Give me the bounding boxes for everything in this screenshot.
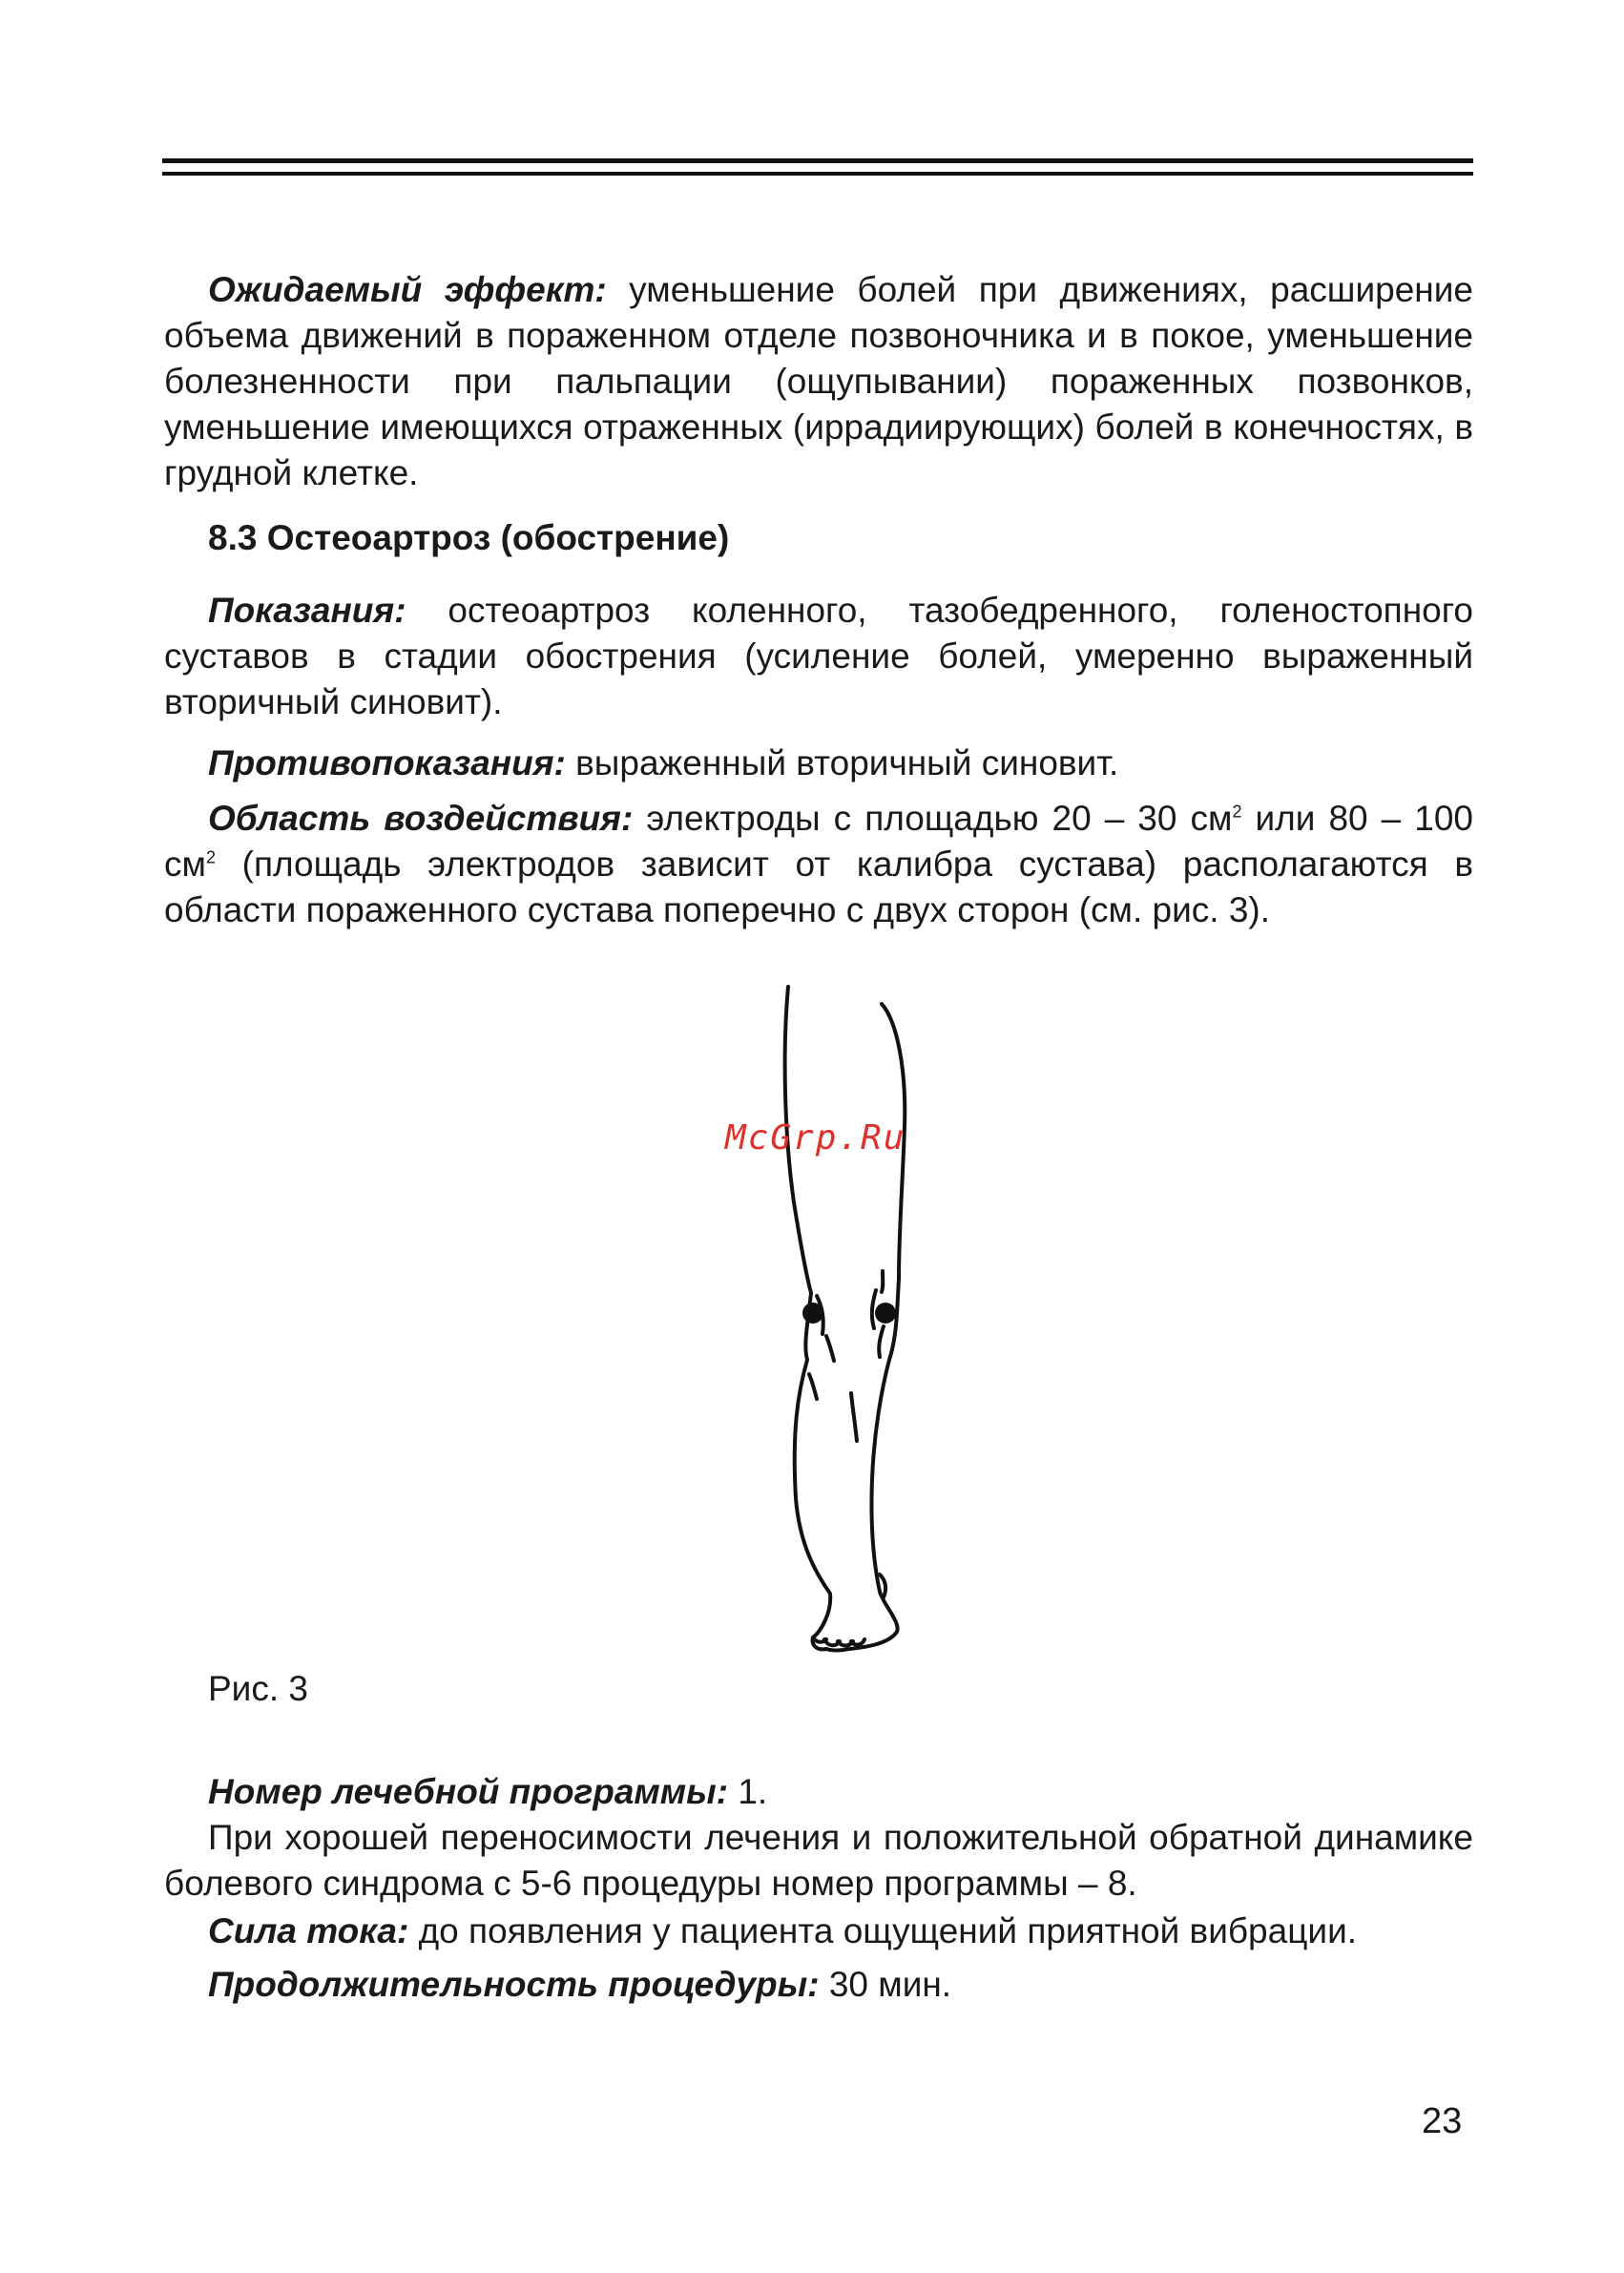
electrode-left [802,1303,823,1324]
contraindications-paragraph [208,740,1118,786]
effect-label: Ожидаемый эффект: [208,270,607,309]
duration-label: Продолжительность процедуры: [208,1965,820,2004]
current-label: Сила тока: [208,1911,409,1950]
indications-paragraph [164,588,1473,725]
current-paragraph [208,1908,1357,1954]
figure-caption: Рис. 3 [208,1669,308,1708]
contraindications-label: Противопоказания: [208,743,566,782]
program-paragraph [208,1769,767,1815]
program-note: При хорошей переносимости лечения и положительной обратной динамике болевого синдрома с 5-6 процедуры номер программы – 8. [164,1818,1473,1903]
effect-paragraph [164,267,1473,496]
section-heading: 8.3 Остеоартроз (обострение) [208,518,730,557]
indications-text: остеоартроз коленного, тазобедренного, голеностопного суставов в стадии обострения (усиление болей, умеренно выраженный вторичный синовит). [164,591,1473,721]
header-rule-thick [162,158,1473,163]
area-sup-1: 2 [1232,802,1242,822]
contraindications-text: выраженный вторичный синовит. [565,743,1119,782]
leg-figure [763,964,935,1656]
area-sup-2: 2 [205,847,216,867]
effect-text: уменьшение болей при движениях, расширение объема движений в пораженном отделе позвоночника и в покое, уменьшение болезненности при пальпации (ощупывании) пораженных позвонков, уменьшение имеющихся отраженных (иррадиирующих) болей в конечностях, в грудной клетке. [164,270,1473,492]
area-label: Область воздействия: [208,799,634,838]
header-rule-thin [162,172,1473,176]
program-label: Номер лечебной программы: [208,1772,729,1811]
area-text-1: электроды с площадью 20 – 30 см [633,799,1233,838]
current-text: до появления у пациента ощущений приятной вибрации. [408,1911,1358,1950]
program-value: 1. [728,1772,768,1811]
area-text-3: (площадь электродов зависит от калибра сустава) располагаются в области пораженного сустава поперечно с двух сторон (см. рис. 3). [164,845,1473,929]
duration-text: 30 мин. [819,1965,952,2004]
duration-paragraph [208,1962,951,2008]
indications-label: Показания: [208,591,406,630]
page-number: 23 [1422,2101,1463,2141]
electrode-right [875,1303,896,1324]
watermark: McGrp.Ru [725,1118,906,1157]
area-text-2: или 80 – 100 см [164,799,1474,884]
area-paragraph [164,796,1473,933]
